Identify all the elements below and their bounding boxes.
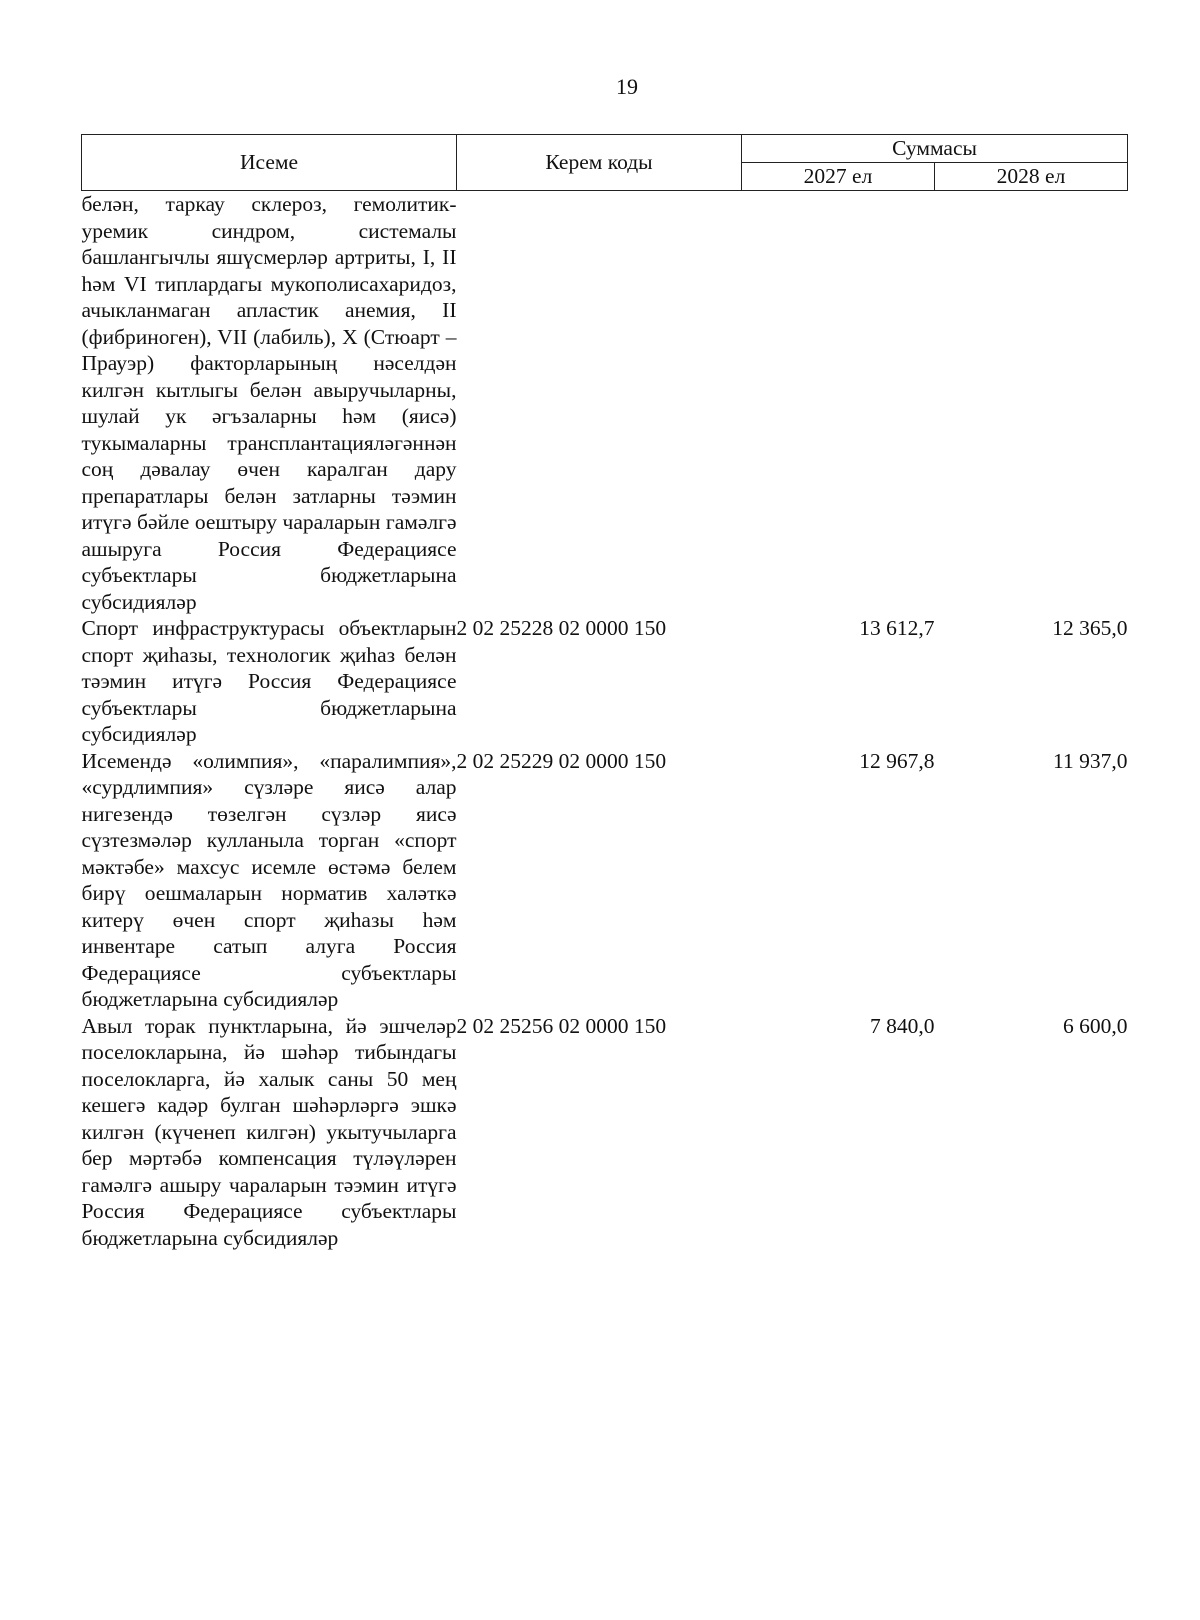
row-amount-2027: 12 967,8 [859,748,935,773]
table-row [82,615,1128,748]
header-code: Керем коды [457,135,742,191]
row-name: Исемендә «олимпия», «паралимпия», «сурдлимпия» сүзләре яисә алар нигезендә төзелгән сүзләр яисә сүзтезмәләр кулланыла торган «спорт мәктәбе» махсус исемле өстәмә белем бирү оешмаларын норматив халәткә китерү өчен спорт җиһазы һәм инвентаре сатып алуга Россия Федерациясе субъектлары бюджетларына субсидияләр [81,748,457,1011]
table-row [82,1013,1128,1252]
row-code [457,191,742,616]
header-sums: Суммасы [742,135,1128,163]
header-year-2028: 2028 ел [935,163,1128,191]
row-code: 2 02 25229 02 0000 150 [456,748,667,773]
budget-table [81,134,1128,1251]
row-amount-2028 [935,191,1128,616]
row-amount-2027: 13 612,7 [859,616,935,640]
row-code: 2 02 25256 02 0000 150 [456,1013,667,1038]
header-name: Исеме [82,135,457,191]
header-year-2027: 2027 ел [742,163,935,191]
row-amount-2027: 7 840,0 [870,1013,935,1038]
row-name: белән, таркау склероз, гемолитик-уремик синдром, системалы башлангычлы яшүсмерләр артриты, I, II һәм VI типлардагы мукополисахаридоз, ачыкланмаган апластик анемия, II (фибриноген), VII (лабиль), X (Стюарт – Прауэр) факторларының нәселдән килгән кытлыгы белән авыручыларны, шулай ук әгъзаларны һәм (яисә) тукымаларны трансплантацияләгәннән соң дәвалау өчен каралган дару препаратлары белән затларны тәэмин итүгә бәйле оештыру чараларын гамәлгә ашыруга Россия Федерациясе субъектлары бюджетларына субсидияләр [81,192,457,614]
table-row [82,191,1128,616]
row-name: Авыл торак пунктларына, йә эшчеләр поселокларына, йә шәһәр тибындагы поселокларга, йә халык саны 50 мең кешегә кадәр булган шәһәрләргә эшкә килгән (күченеп килгән) укытучыларга бер мәртәбә компенсация түләүләрен гамәлгә ашыру чараларын тәэмин итүгә Россия Федерациясе субъектлары бюджетларына субсидияләр [81,1013,457,1250]
row-amount-2028: 11 937,0 [1053,748,1128,773]
row-amount-2028: 12 365,0 [1052,616,1128,640]
row-code: 2 02 25228 02 0000 150 [456,616,667,640]
page-number: 19 [616,74,638,99]
table-row [82,748,1128,1013]
row-name: Спорт инфраструктурасы объектларын спорт җиһазы, технологик җиһаз белән тәэмин итүгә Россия Федерациясе субъектлары бюджетларына субсидияләр [81,616,457,746]
row-amount-2027 [742,191,935,616]
row-amount-2028: 6 600,0 [1063,1013,1128,1038]
